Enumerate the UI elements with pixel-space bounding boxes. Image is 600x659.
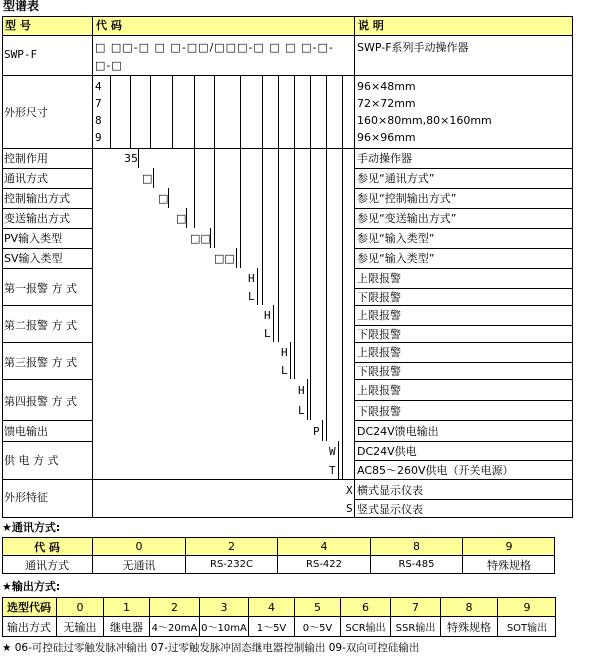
comm-value-cell: 特殊规格 <box>487 558 531 572</box>
output-value-cell: 4～20mA <box>151 623 198 634</box>
power-desc: AC85～260V供电（开关电源） <box>357 464 514 477</box>
row-name: 变送输出方式 <box>4 212 70 225</box>
alarm-code: L <box>281 364 288 377</box>
output-header-cell: 3 <box>220 600 228 614</box>
output-value-cell: 继电器 <box>110 620 143 634</box>
output-value-cell: SCR输出 <box>345 623 386 634</box>
feed-code: P <box>313 425 320 438</box>
output-header-cell: 5 <box>314 600 321 614</box>
size-code: 9 <box>95 131 102 144</box>
output-header-cell: 4 <box>268 600 275 614</box>
size-desc: 160×80mm,80×160mm <box>357 114 492 127</box>
comm-header-cell: 9 <box>505 540 513 553</box>
row-code: □□ <box>190 232 211 245</box>
shape-code: X <box>346 484 353 497</box>
size-desc: 96×96mm <box>357 131 416 144</box>
output-header-cell: 2 <box>171 600 178 614</box>
row-code: □ <box>158 192 169 205</box>
row-code: □□ <box>214 252 235 265</box>
output-header-cell: 0 <box>76 600 84 614</box>
size-code: 8 <box>95 114 102 127</box>
col-divider <box>92 16 93 518</box>
header-model: 型 号 <box>5 19 31 32</box>
alarm-desc: 上限报警 <box>357 309 401 322</box>
footnote: ★ 06-可控硅过零触发脉冲输出 07-过零触发脉冲固态继电器控制输出 09-双向可控硅输出 <box>2 642 420 654</box>
alarm-desc: 下限报警 <box>357 328 401 341</box>
model-name: SWP-F <box>4 48 38 61</box>
size-code: 4 <box>95 80 102 93</box>
row-desc: 参见“输入类型” <box>357 232 435 245</box>
row-name: 控制作用 <box>4 152 48 165</box>
alarm-code: H <box>281 346 288 359</box>
row-name: 通讯方式 <box>4 172 48 185</box>
output-header-cell: 6 <box>362 600 369 614</box>
row-name: SV输入类型 <box>4 252 63 265</box>
row-desc: 参见“变送输出方式” <box>357 212 457 225</box>
output-header-cell: 8 <box>465 600 473 614</box>
output-value-cell: 输出方式 <box>7 620 51 634</box>
alarm-code: L <box>298 404 305 417</box>
feed-desc: DC24V馈电输出 <box>357 425 439 438</box>
shape-code: S <box>346 502 353 515</box>
table-header <box>2 16 573 36</box>
comm-header-cell: 8 <box>413 540 420 553</box>
alarm-code: L <box>264 327 271 340</box>
row-name: PV输入类型 <box>4 232 63 245</box>
output-header-cell: 9 <box>523 600 531 614</box>
comm-value-cell: RS-485 <box>398 559 435 570</box>
model-code-line2: □-□ <box>95 59 123 72</box>
row-name: 控制输出方式 <box>4 192 70 205</box>
size-desc: 96×48mm <box>357 80 416 93</box>
alarm-code: L <box>248 290 255 303</box>
header-code: 代 码 <box>96 19 122 32</box>
power-code: W <box>329 445 336 458</box>
output-value-cell: 0～10mA <box>201 623 247 634</box>
row-desc: 参见“控制输出方式” <box>357 192 457 205</box>
row-desc: 参见“输入类型” <box>357 252 435 265</box>
alarm-desc: 上限报警 <box>357 272 401 285</box>
output-header-cell: 1 <box>123 600 130 614</box>
shape-desc: 横式显示仪表 <box>357 484 423 497</box>
output-value-cell: 特殊规格 <box>447 620 491 634</box>
model-code-line1: □ □□-□ □ □-□□/□□□-□ □ □ □-□- <box>95 41 334 54</box>
power-name: 供 电 方 式 <box>4 454 59 467</box>
alarm-desc: 下限报警 <box>357 405 401 418</box>
size-code: 7 <box>95 97 102 110</box>
comm-header-cell: 2 <box>228 540 235 553</box>
shape-desc: 竖式显示仪表 <box>357 503 423 516</box>
comm-value-cell: RS-232C <box>210 559 253 570</box>
alarm-name: 第二报警 方 式 <box>4 319 77 332</box>
alarm-name: 第一报警 方 式 <box>4 282 77 295</box>
alarm-desc: 上限报警 <box>357 346 401 359</box>
row-code: □ <box>176 212 187 225</box>
alarm-desc: 下限报警 <box>357 291 401 304</box>
alarm-name: 第三报警 方 式 <box>4 356 77 369</box>
comm-header-cell: 4 <box>320 540 328 553</box>
shape-name: 外形特征 <box>4 491 48 504</box>
output-header-cell: 选型代码 <box>7 601 51 614</box>
output-value-cell: 无输出 <box>63 620 97 634</box>
power-desc: DC24V供电 <box>357 445 417 458</box>
comm-value-cell: 无通讯 <box>122 558 156 572</box>
alarm-name: 第四报警 方 式 <box>4 395 77 408</box>
comm-heading: ★通讯方式: <box>2 521 61 534</box>
alarm-desc: 下限报警 <box>357 365 401 378</box>
comm-header-cell: 代 码 <box>34 540 60 554</box>
comm-value-cell: 通讯方式 <box>25 558 69 572</box>
alarm-desc: 上限报警 <box>357 384 401 397</box>
col-divider <box>354 16 355 518</box>
row-code: 35 <box>124 152 138 165</box>
output-value-cell: 1～5V <box>256 623 287 634</box>
header-desc: 说 明 <box>358 19 384 32</box>
model-desc: SWP-F系列手动操作器 <box>357 41 469 54</box>
alarm-code: H <box>264 309 271 322</box>
alarm-code: H <box>248 272 255 285</box>
alarm-code: H <box>298 384 305 397</box>
row-desc: 参见“通讯方式” <box>357 172 435 185</box>
feed-name: 馈电输出 <box>4 425 48 438</box>
output-value-cell: SOT输出 <box>506 623 548 634</box>
table-body <box>2 35 573 518</box>
output-header-cell: 7 <box>412 600 419 614</box>
output-value-cell: SSR输出 <box>395 623 436 634</box>
comm-value-cell: RS-422 <box>306 559 342 570</box>
size-desc: 72×72mm <box>357 97 416 110</box>
row-desc: 手动操作器 <box>357 152 412 165</box>
output-value-cell: 0～5V <box>302 623 333 634</box>
output-heading: ★输出方式: <box>2 580 61 593</box>
row-code: □ <box>142 172 153 185</box>
comm-header-cell: 0 <box>135 540 143 553</box>
power-code: T <box>329 464 336 477</box>
size-name: 外形尺寸 <box>4 106 48 119</box>
page-title: 型谱表 <box>3 0 40 13</box>
